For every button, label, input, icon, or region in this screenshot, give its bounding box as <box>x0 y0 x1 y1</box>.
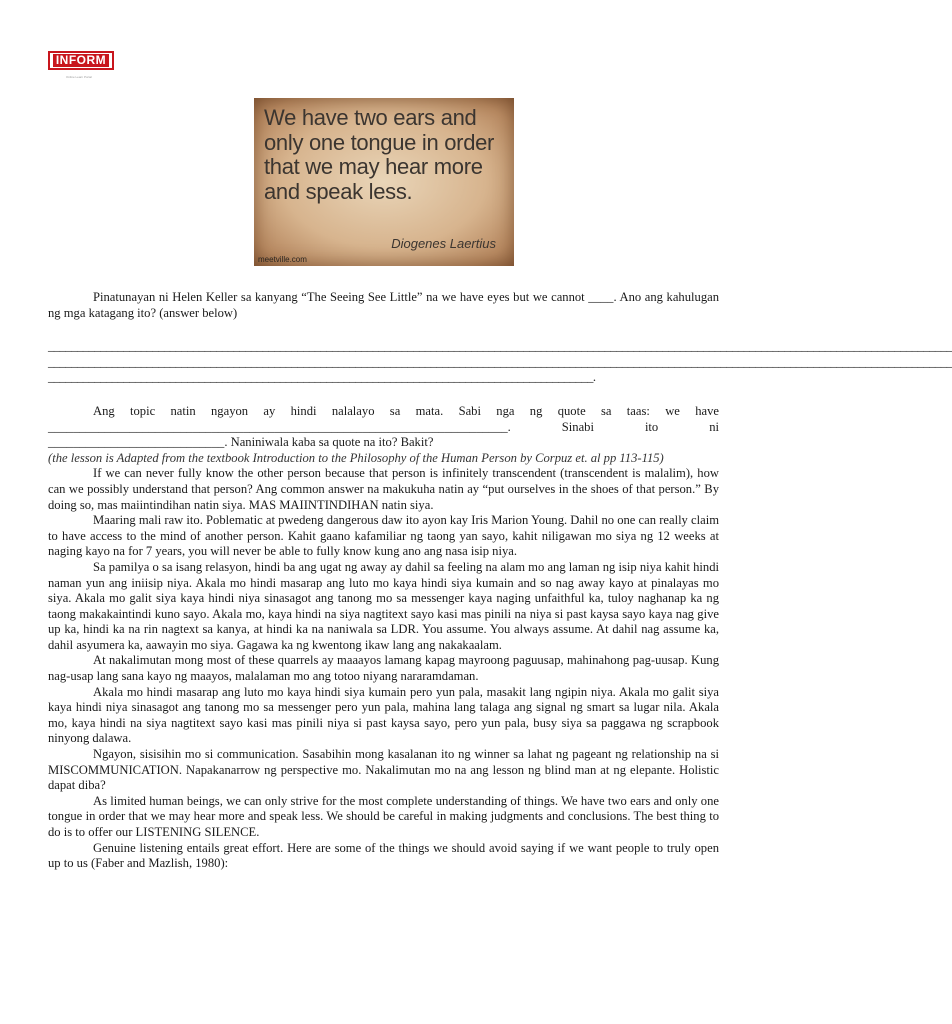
inform-logo <box>48 51 114 70</box>
paragraph-relationship: Sa pamilya o sa isang relasyon, hindi ba ang ugat ng away ay dahil sa feeling na alam mo ang laman ng isip niya kahit hindi naman yun ang iniisip niya. Akala mo hindi masarap ang luto mo kaya hindi siya kumain and so nag away kayo at pinalayas mo siya. Akala mo galit siya kaya hindi niya sinasagot ang tanong mo sa messenger kaya naging unfaithful ka, tuloy naghanap ka ng taong makakaintindi kuno sayo. Akala mo, kaya hindi na siya nagtitext sayo kasi mas pinili na niya si past kaysa sayo kaya nag give up ka, hindi ka na rin nagtext sa kanya, at hindi ka na naniwala sa LDR. You assume. You always assume. At dahil nag assume ka, dahil asyumera ka, aawayin mo siya. Gagawa ka ng kwentong ikaw lang ang nakakaalam. <box>48 559 719 652</box>
paragraph-akala-mo: Akala mo hindi masarap ang luto mo kaya hindi siya kumain pero yun pala, masakit lang ngipin niya. Akala mo galit siya kaya hindi niya sinasagot ang tanong mo sa messenger pero yun pala, mahina lang talaga ang signal ng smart sa lugar nila. Akala mo, kaya hindi na siya nagtitext sayo kasi mas pinili niya si past kaysa sayo, pero yun pala, busy siya sa paggawa ng scrapbook ninyong dalawa. <box>48 684 719 746</box>
paragraph-topic: Ang topic natin ngayon ay hindi nalalayo sa mata. Sabi nga ng quote sa taas: we have _________________________________________________________________________. Sinabi ito ni ____________________________. Naniniwala kaba sa quote na ito? Bakit? <box>48 403 719 450</box>
quote-image-text: We have two ears and only one tongue in order that we may hear more and speak less. <box>264 105 495 204</box>
document-body <box>48 290 952 872</box>
paragraph-genuine-listening: Genuine listening entails great effort. Here are some of the things we should avoid saying if we want people to truly open up to us (Faber and Mazlish, 1980): <box>48 840 719 871</box>
quote-image-author: Diogenes Laertius <box>391 236 496 251</box>
paragraph-transcendent: If we can never fully know the other person because that person is infinitely transcendent (transcendent is malalim), how can we possibly understand that person? Ang common answer na makukuha natin ay “put ourselves in the shoes of that person.” By doing so, mas maiintindihan natin siya. MAS MAIINTINDIHAN natin siya. <box>48 466 719 512</box>
logo-subtext: Online Learn Portal <box>66 75 92 79</box>
answer-line-3: ______________________________________________________________________________________________. <box>48 370 596 385</box>
quote-image-site: meetville.com <box>258 255 307 264</box>
paragraph-iris-marion-young: Maaring mali raw ito. Poblematic at pwedeng dangerous daw ito ayon kay Iris Marion Young. Dahil no one can really claim to have access to the mind of another person. Kahit gaano kafamiliar ng taong yan sayo, kahit niligawan mo siya ng 12 weeks at naging kayo na for 7 years, you will never be able to fully know kung ano ang nasa isip niya. <box>48 513 719 559</box>
logo-text: INFORM <box>53 54 109 67</box>
paragraph-lesson-source: (the lesson is Adapted from the textbook Introduction to the Philosophy of the Human Person by Corpuz et. al pp 113-115) <box>48 450 664 465</box>
paragraph-helen-keller: Pinatunayan ni Helen Keller sa kanyang “The Seeing See Little” na we have eyes but we cannot ____. Ano ang kahulugan ng mga katagang ito? (answer below) <box>48 290 719 320</box>
answer-line-1: ____________________________________________________________________________________________________________________________________________________________ <box>48 339 952 354</box>
paragraph-quarrels: At nakalimutan mong most of these quarrels ay maaayos lamang kapag mayroong paguusap, mahinahong pag-uusap. Kung nag-usap lang sana kayo ng maayos, malalaman mo ang totoo niyang nararamdaman. <box>48 653 719 684</box>
quote-image <box>254 98 514 266</box>
paragraph-limited-beings: As limited human beings, we can only strive for the most complete understanding of things. We have two ears and only one tongue in order that we may hear more and speak less. We should be careful in making judgments and conclusions. The best thing to do is to offer our LISTENING SILENCE. <box>48 793 719 839</box>
answer-line-2: ____________________________________________________________________________________________________________________________________________________________ <box>48 354 952 369</box>
paragraph-miscommunication: Ngayon, sisisihin mo si communication. Sasabihin mong kasalanan ito ng winner sa lahat ng pageant ng relationship na si MISCOMMUNICATION. Napakanarrow ng perspective mo. Nakalimutan mo na ang lesson ng blind man at ng elepante. Holistic dapat diba? <box>48 747 719 793</box>
